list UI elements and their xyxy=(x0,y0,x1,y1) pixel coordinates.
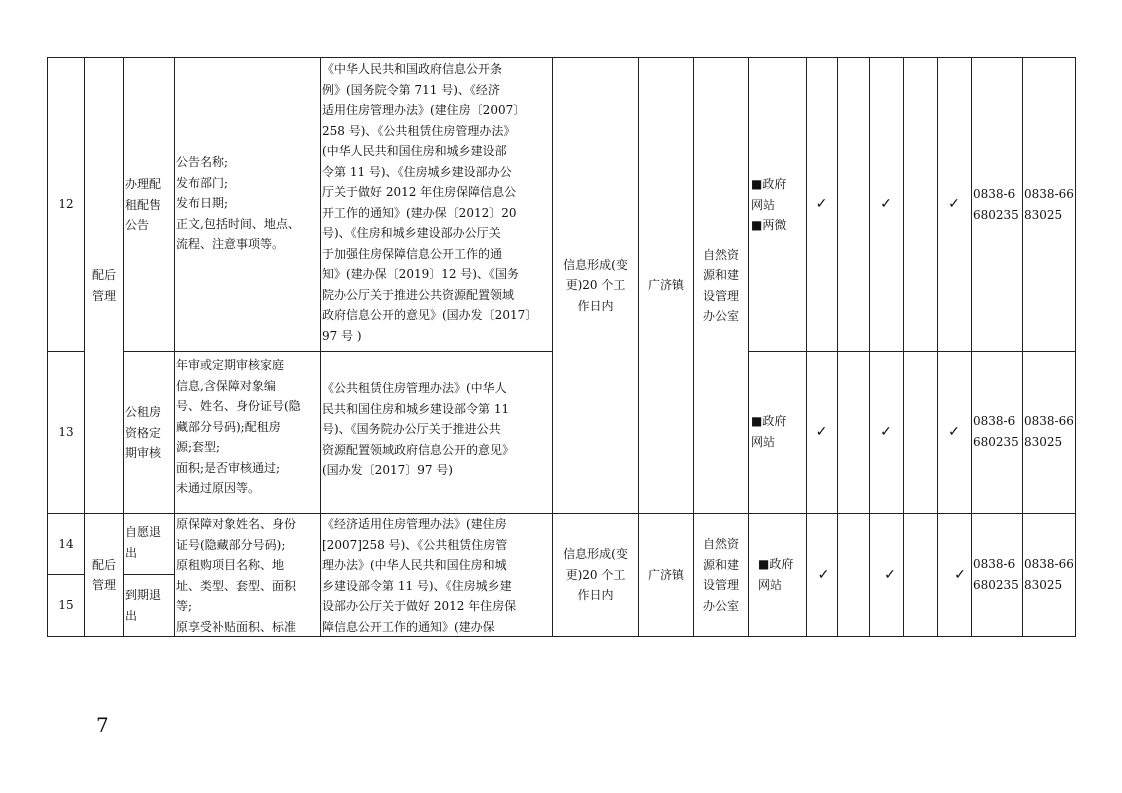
check-icon: ✓ xyxy=(880,423,892,440)
category-label: 配后 管理 xyxy=(91,268,116,303)
row-divider xyxy=(123,351,552,352)
publish-channel: ■政府 网站 xyxy=(758,557,794,592)
col-divider xyxy=(1022,57,1023,637)
contact-phone: 0838-6 680235 xyxy=(973,187,1019,222)
row-divider xyxy=(123,574,174,575)
location: 广济镇 xyxy=(647,278,684,293)
disclosure-basis: 《中华人民共和国政府信息公开条 例》(国务院令第 711 号)、《经济 适用住房管理办法》(建住房〔2007〕 258 号)、《公共租赁住房管理办法》 (中华人民共和国住房和城乡建设部 令第 11 号)、《住房城乡建设部办公 厅关于做好 2012 年住房保障信息公 开工作的通知》(建办保〔2012〕20 号)、《住房和城乡建设部办公厅关 于加强住房保障信息公开工作的通 知》(建办保〔2019〕12 号)、《国务 院办公厅关于推进公共资源配置领域 政府信息公开的意见》(国办发〔2017〕 97 号 ) xyxy=(322,62,538,343)
col-divider xyxy=(174,57,175,637)
disclosure-basis: 《公共租赁住房管理办法》(中华人 民共和国住房和城乡建设部令第 11 号)、《国务院办公厅关于推进公共 资源配置领域政府信息公开的意见》 (国办发〔2017〕97 号) xyxy=(322,381,515,477)
col-divider xyxy=(837,57,838,637)
item-name: 办理配 租配售 公告 xyxy=(125,177,162,232)
supervision-phone: 0838-66 83025 xyxy=(1024,414,1074,449)
check-icon: ✓ xyxy=(954,566,966,583)
department: 自然资 源和建 设管理 办公室 xyxy=(702,247,739,323)
item-name: 自愿退 出 xyxy=(125,525,162,560)
contact-phone: 0838-6 680235 xyxy=(973,414,1019,449)
col-divider xyxy=(869,57,870,637)
disclosure-content: 原保障对象姓名、身份 证号(隐藏部分号码); 原租购项目名称、地 址、类型、套型、面积 等; 原享受补贴面积、标准 xyxy=(176,517,297,634)
publish-channel: ■政府 网站 xyxy=(751,414,787,449)
check-icon: ✓ xyxy=(880,195,892,212)
check-icon: ✓ xyxy=(948,423,960,440)
contact-phone: 0838-6 680235 xyxy=(973,557,1019,592)
row-divider xyxy=(748,351,1076,352)
row-number: 13 xyxy=(58,425,74,440)
department: 自然资 源和建 设管理 办公室 xyxy=(702,537,739,613)
time-limit: 信息形成(变 更)20 个工 作日内 xyxy=(563,547,628,603)
col-divider xyxy=(903,57,904,637)
category-label: 配后 管理 xyxy=(91,557,116,592)
check-icon: ✓ xyxy=(948,195,960,212)
publish-channel: ■政府 网站 ■两微 xyxy=(751,177,787,232)
col-divider xyxy=(806,57,807,637)
row-number: 14 xyxy=(58,536,74,551)
disclosure-basis: 《经济适用住房管理办法》(建住房 [2007]258 号)、《公共租赁住房管 理办法》(中华人民共和国住房和城 乡建设部令第 11 号)、《住房城乡建 设部办公厅关于做好 2012 年住房保 障信息公开工作的通知》(建办保 xyxy=(322,517,517,634)
item-name: 到期退 出 xyxy=(125,588,162,623)
supervision-phone: 0838-66 83025 xyxy=(1024,187,1074,222)
time-limit: 信息形成(变 更)20 个工 作日内 xyxy=(563,257,628,313)
check-icon: ✓ xyxy=(815,195,828,212)
row-number: 15 xyxy=(58,598,74,613)
col-divider xyxy=(971,57,972,637)
disclosure-content: 公告名称; 发布部门; 发布日期; 正文,包括时间、地点、 流程、注意事项等。 xyxy=(176,155,300,251)
row-number: 12 xyxy=(58,197,74,212)
disclosure-content: 年审或定期审核家庭 信息,含保障对象编 号、姓名、身份证号(隐 藏部分号码);配租房 源;套型; 面积;是否审核通过; 未通过原因等。 xyxy=(176,358,301,495)
col-divider xyxy=(123,57,124,637)
page-number: 7 xyxy=(96,713,109,737)
supervision-phone: 0838-66 83025 xyxy=(1024,557,1074,592)
location: 广济镇 xyxy=(647,567,684,582)
table-bottom-border xyxy=(47,636,1076,637)
col-divider xyxy=(1075,57,1076,637)
col-divider xyxy=(320,57,321,637)
item-name: 公租房 资格定 期审核 xyxy=(125,405,162,460)
col-divider xyxy=(748,57,749,637)
check-icon: ✓ xyxy=(817,566,830,583)
check-icon: ✓ xyxy=(884,566,896,583)
check-icon: ✓ xyxy=(815,423,828,440)
col-divider xyxy=(937,57,938,637)
